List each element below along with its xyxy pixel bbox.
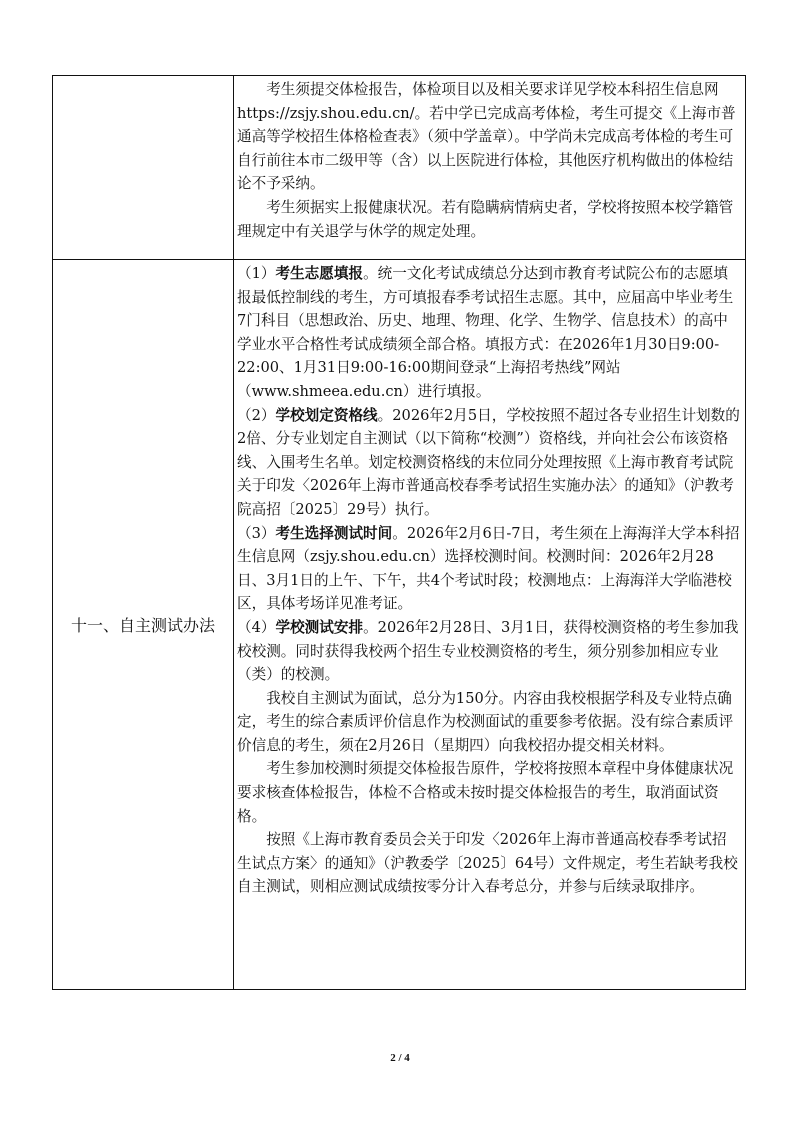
item-title: 学校测试安排: [275, 618, 364, 636]
interview-paragraph: 我校自主测试为面试，总分为150分。内容由我校根据学科及专业特点确定，考生的综合素质评价信息作为校测面试的重要参考依据。没有综合素质评价信息的考生，须在2月26日（星期四）向我校招办提交相关材料。: [237, 689, 734, 754]
item-qualification-line: [237, 404, 741, 522]
column-divider: [233, 76, 234, 259]
column-divider: [233, 260, 234, 989]
item-title: 学校划定资格线: [275, 406, 378, 424]
item-title: 考生志愿填报: [275, 265, 364, 282]
self-test-label: 十一、自主测试办法: [70, 616, 215, 635]
page-number: 2 / 4: [390, 1052, 410, 1064]
item-number: （4）: [237, 618, 276, 636]
health-check-content: [237, 78, 741, 243]
table-row-self-test: [53, 259, 745, 989]
health-report-check-paragraph: 考生参加校测时须提交体检报告原件，学校将按照本章程中身体健康状况要求核查体检报告，体检不合格或未按时提交体检报告的考生，取消面试资格。: [237, 760, 734, 825]
item-number: （3）: [237, 524, 276, 542]
item-number: （1）: [237, 265, 276, 282]
item-number: （2）: [237, 406, 276, 424]
item-text: 。统一文化考试成绩总分达到市教育考试院公布的志愿填报最低控制线的考生，方可填报春季考试招生志愿。其中，应届高中毕业考生7门科目（思想政治、历史、地理、物理、化学、生物学、信息技术）的高中学业水平合格性考试成绩须全部合格。填报方式：在2026年1月30日9:00-22:00、1月31日9:00-16:00期间登录“上海招考热线”网站（www.shmeea.edu.cn）进行填报。: [237, 265, 734, 400]
absence-rule-paragraph: 按照《上海市教育委员会关于印发〈2026年上海市普通高校春季考试招生试点方案〉的通知》（沪教委学〔2025〕64号）文件规定，考生若缺考我校自主测试，则相应测试成绩按零分计入春考总分，并参与后续录取排序。: [237, 831, 738, 896]
item-text: 。2026年2月6日-7日，考生须在上海海洋大学本科招生信息网（zsjy.shou.edu.cn）选择校测时间。校测时间：2026年2月28日、3月1日的上午、下午，共4个考试时段；校测地点：上海海洋大学临港校区，具体考场详见准考证。: [237, 524, 740, 613]
row-label-empty: [53, 76, 233, 259]
health-status-paragraph: 考生须据实上报健康状况。若有隐瞒病情病史者，学校将按照本校学籍管理规定中有关退学与休学的规定处理。: [237, 198, 734, 240]
item-title: 考生选择测试时间: [275, 524, 393, 542]
table-row-health-check: [53, 76, 745, 259]
health-report-paragraph: 考生须提交体检报告，体检项目以及相关要求详见学校本科招生信息网 https://zsjy.shou.edu.cn/。若中学已完成高考体检，考生可提交《上海市普通高等学校招生体格检查表》（须中学盖章）。中学尚未完成高考体检的考生可自行前往本市二级甲等（含）以上医院进行体检，其他医疗机构做出的体检结论不予采纳。: [237, 81, 736, 193]
item-text: 。2026年2月5日，学校按照不超过各专业招生计划数的2倍、分专业划定自主测试（以下简称“校测”）资格线，并向社会公布该资格线、入围考生名单。划定校测资格线的末位同分处理按照《上海市教育考试院关于印发〈2026年上海市普通高校春季考试招生实施办法〉的通知》（沪教考院高招〔2025〕29号）执行。: [237, 406, 740, 518]
item-text: 。2026年2月28日、3月1日，获得校测资格的考生参加我校校测。同时获得我校两个招生专业校测资格的考生，须分别参加相应专业（类）的校测。: [237, 618, 739, 684]
item-test-arrangement: [237, 616, 741, 687]
admission-table: [52, 75, 746, 990]
item-test-time-selection: [237, 522, 741, 616]
self-test-content: [237, 262, 741, 899]
item-volunteer-filling: [237, 262, 741, 404]
